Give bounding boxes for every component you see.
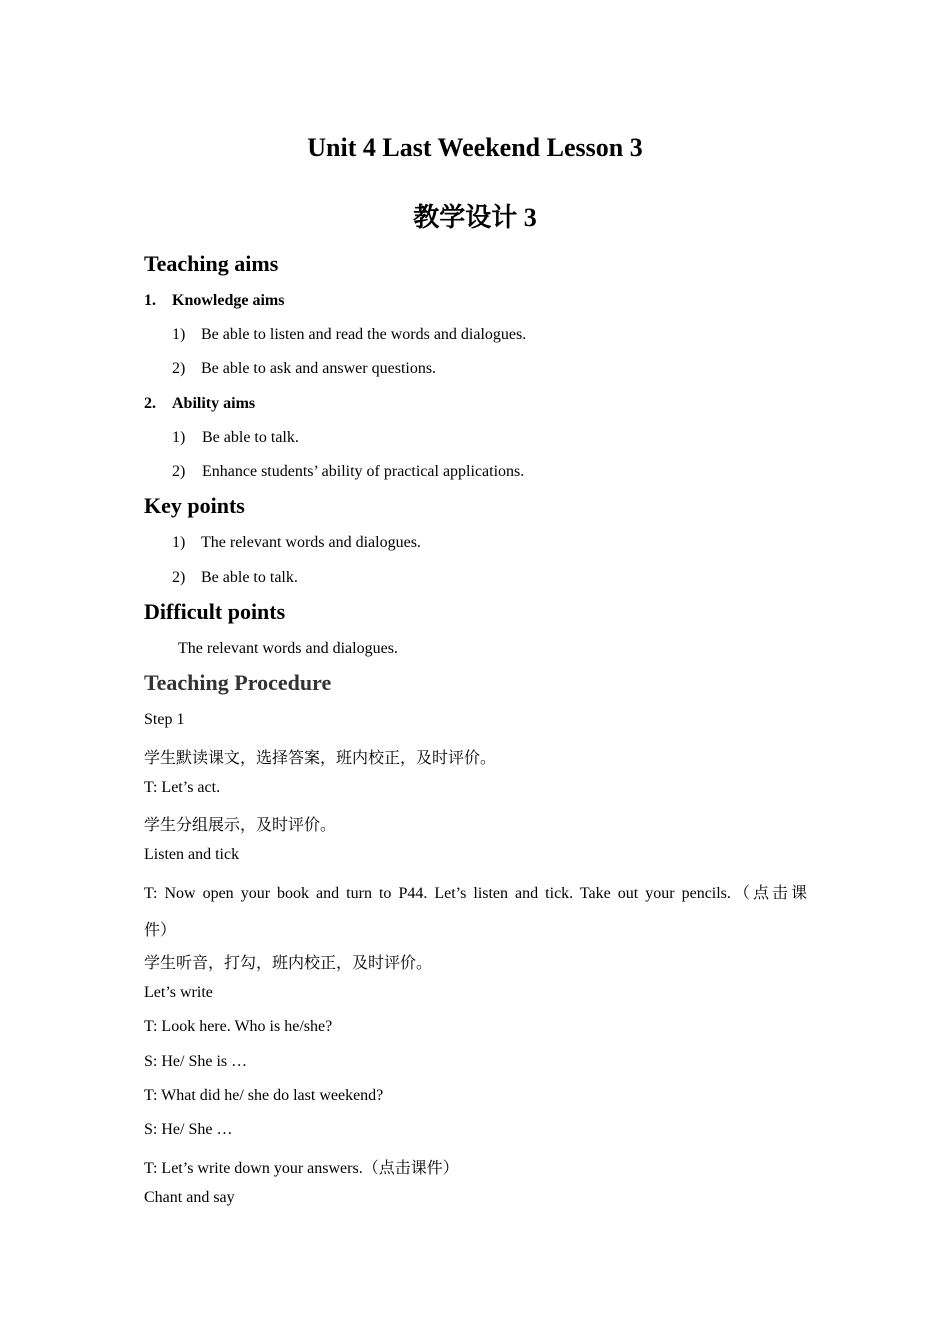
key-points-heading: Key points: [144, 493, 245, 518]
procedure-line: Step 1: [144, 711, 185, 728]
difficult-points-text: The relevant words and dialogues.: [178, 640, 398, 657]
list-number: 2): [172, 463, 186, 480]
document-subtitle: 教学设计 3: [413, 203, 537, 232]
procedure-line: T: Now open your book and turn to P44. Let’s listen and tick. Take out your pencils.（点击课: [144, 885, 807, 902]
knowledge-aims-label: Knowledge aims: [172, 292, 285, 309]
list-item: [172, 534, 421, 552]
list-number: 2): [172, 569, 186, 586]
list-number: 1.: [144, 292, 156, 309]
list-number: 2): [172, 360, 186, 377]
ability-aims-heading: [144, 395, 255, 413]
list-item-text: Be able to ask and answer questions.: [201, 360, 437, 377]
list-item: [172, 326, 526, 344]
difficult-points-heading: Difficult points: [144, 599, 286, 624]
procedure-line: 学生分组展示，及时评价。: [144, 817, 337, 834]
document-title: Unit 4 Last Weekend Lesson 3: [307, 133, 643, 162]
teaching-procedure-heading: Teaching Procedure: [144, 670, 332, 695]
list-item: [172, 569, 298, 587]
knowledge-aims-heading: [144, 292, 284, 310]
list-item: [172, 429, 299, 447]
list-number: 2.: [144, 395, 156, 412]
procedure-line: 学生听音，打勾，班内校正，及时评价。: [144, 955, 433, 972]
list-item-text: Be able to talk.: [201, 569, 298, 586]
procedure-line: S: He/ She …: [144, 1121, 233, 1138]
list-item: [172, 463, 524, 481]
list-item: [172, 360, 436, 378]
list-number: 1): [172, 326, 186, 343]
procedure-line: S: He/ She is …: [144, 1053, 248, 1070]
list-item-text: Be able to talk.: [202, 429, 299, 446]
teaching-aims-heading: Teaching aims: [144, 251, 279, 276]
procedure-line: 学生默读课文，选择答案，班内校正，及时评价。: [144, 750, 497, 767]
list-number: 1): [172, 534, 186, 551]
list-number: 1): [172, 429, 186, 446]
procedure-line: T: Let’s write down your answers.（点击课件）: [144, 1160, 459, 1177]
procedure-line: T: What did he/ she do last weekend?: [144, 1087, 384, 1104]
procedure-line: T: Let’s act.: [144, 779, 221, 796]
list-item-text: Enhance students’ ability of practical applications.: [202, 463, 525, 480]
procedure-line: T: Look here. Who is he/she?: [144, 1018, 333, 1035]
list-item-text: The relevant words and dialogues.: [201, 534, 421, 551]
list-item-text: Be able to listen and read the words and dialogues.: [201, 326, 527, 343]
procedure-line: 件）: [144, 922, 177, 939]
procedure-line: Chant and say: [144, 1189, 235, 1206]
procedure-line: Listen and tick: [144, 846, 240, 863]
ability-aims-label: Ability aims: [172, 395, 256, 412]
procedure-line: Let’s write: [144, 984, 213, 1001]
